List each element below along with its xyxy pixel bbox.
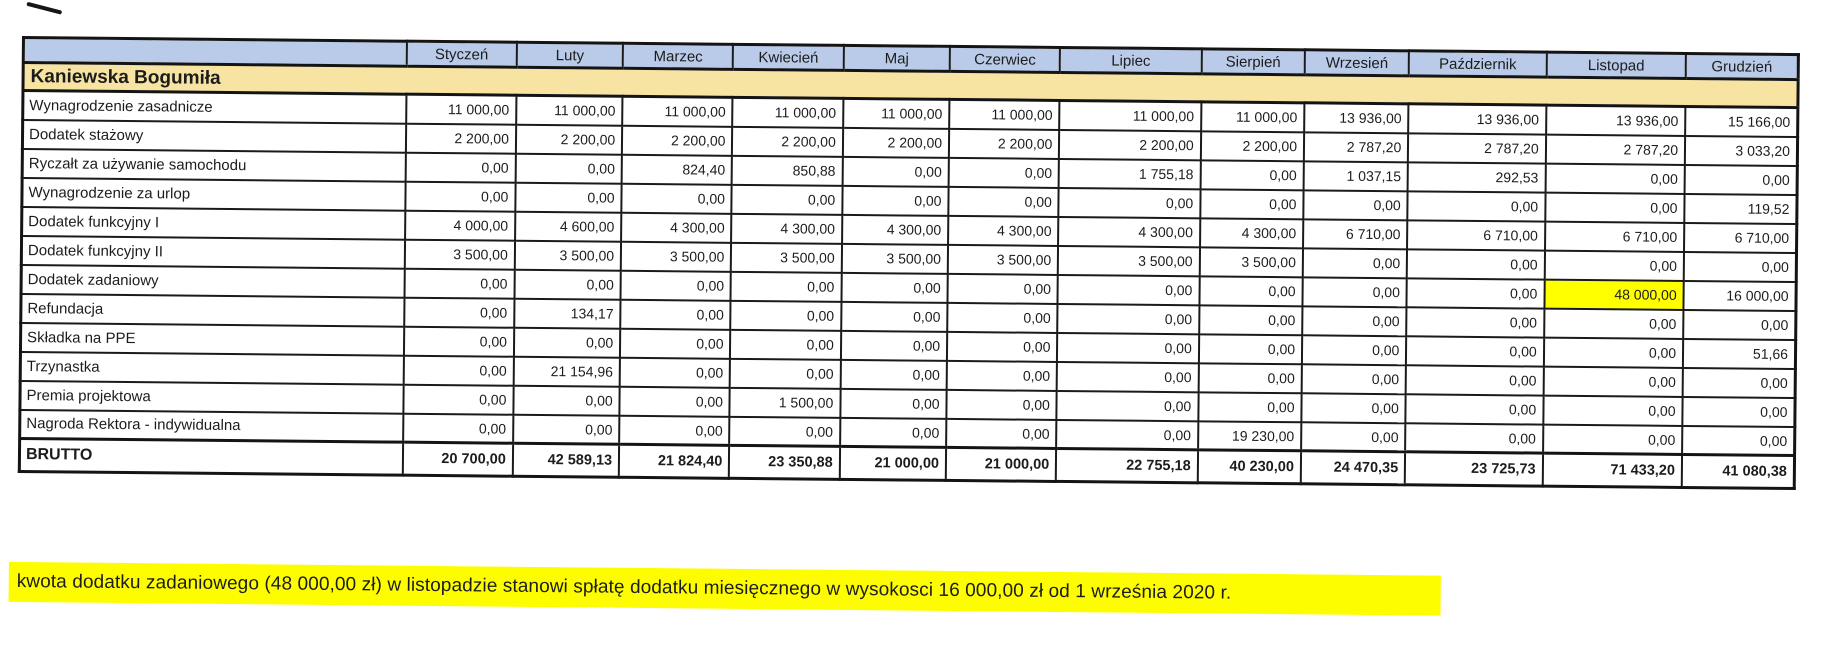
value-cell: 0,00 [947, 331, 1058, 361]
brutto-value-cell: 41 080,38 [1682, 454, 1795, 488]
value-cell: 0,00 [622, 183, 733, 213]
value-cell: 0,00 [1057, 332, 1199, 362]
value-cell: 0,00 [947, 360, 1058, 390]
value-cell: 0,00 [404, 326, 515, 356]
value-cell: 0,00 [1302, 306, 1407, 336]
value-cell: 0,00 [1200, 160, 1304, 190]
value-cell: 0,00 [1406, 336, 1544, 366]
value-cell: 11 000,00 [1060, 100, 1202, 130]
value-cell: 0,00 [1303, 248, 1408, 278]
month-header-11: Grudzień [1686, 53, 1799, 79]
value-cell: 0,00 [1543, 395, 1683, 425]
row-label: Nagroda Rektora - indywidualna [20, 409, 403, 442]
value-cell: 2 787,20 [1546, 134, 1686, 164]
value-cell: 0,00 [1543, 424, 1683, 454]
value-cell: 2 200,00 [1059, 129, 1201, 159]
value-cell: 0,00 [1543, 366, 1683, 396]
value-cell: 0,00 [842, 156, 949, 186]
row-label: Dodatek funkcyjny II [21, 236, 404, 269]
value-cell: 0,00 [1056, 419, 1198, 449]
value-cell: 6 710,00 [1407, 220, 1545, 250]
brutto-value-cell: 21 000,00 [946, 447, 1057, 481]
value-cell: 1 500,00 [730, 387, 841, 417]
value-cell: 4 300,00 [621, 212, 732, 242]
value-cell: 824,40 [622, 154, 733, 184]
value-cell: 119,52 [1684, 193, 1797, 223]
corner-cell [23, 38, 406, 67]
employee-name: Kaniewska Bogumiła [23, 63, 1798, 108]
value-cell: 2 200,00 [622, 125, 733, 155]
month-header-7: Sierpień [1201, 49, 1305, 75]
value-cell: 0,00 [949, 157, 1060, 187]
brutto-value-cell: 21 000,00 [840, 446, 947, 480]
month-header-2: Marzec [623, 43, 734, 69]
row-label: Dodatek funkcyjny I [22, 207, 405, 240]
value-cell: 0,00 [732, 184, 843, 214]
value-cell: 0,00 [1406, 365, 1544, 395]
value-cell: 0,00 [1302, 364, 1407, 394]
value-cell: 0,00 [1545, 163, 1685, 193]
month-header-1: Luty [517, 42, 624, 68]
value-cell: 0,00 [948, 273, 1059, 303]
row-label: Wynagrodzenie zasadnicze [23, 91, 406, 124]
value-cell: 0,00 [1408, 191, 1546, 221]
brutto-value-cell: 24 470,35 [1301, 451, 1406, 485]
value-cell: 0,00 [840, 417, 947, 447]
value-cell: 2 200,00 [405, 123, 516, 153]
value-cell: 0,00 [620, 357, 731, 387]
value-cell: 0,00 [1301, 422, 1406, 452]
value-cell: 13 936,00 [1546, 105, 1686, 135]
value-cell: 0,00 [514, 269, 621, 299]
brutto-value-cell: 42 589,13 [513, 443, 620, 477]
value-cell: 0,00 [1407, 278, 1545, 308]
value-cell: 0,00 [1057, 361, 1199, 391]
row-label: Refundacja [21, 294, 404, 327]
value-cell: 0,00 [1406, 394, 1544, 424]
value-cell: 13 936,00 [1304, 103, 1409, 133]
month-header-5: Czerwiec [950, 46, 1061, 72]
payroll-table [18, 36, 1800, 490]
month-header-3: Kwiecień [733, 44, 844, 70]
value-cell: 0,00 [619, 415, 730, 445]
value-cell: 0,00 [1058, 274, 1200, 304]
value-cell: 0,00 [841, 301, 948, 331]
value-cell: 13 936,00 [1408, 104, 1546, 134]
brutto-label: BRUTTO [19, 438, 402, 475]
value-cell: 0,00 [513, 385, 620, 415]
value-cell: 3 500,00 [842, 243, 949, 273]
value-cell: 0,00 [947, 302, 1058, 332]
value-cell: 0,00 [1684, 251, 1797, 281]
value-cell: 0,00 [404, 268, 515, 298]
value-cell: 134,17 [514, 298, 621, 328]
value-cell: 4 600,00 [515, 211, 622, 241]
value-cell: 0,00 [1199, 305, 1303, 335]
brutto-value-cell: 40 230,00 [1198, 450, 1302, 484]
value-cell: 0,00 [1682, 425, 1795, 455]
value-cell: 11 000,00 [406, 94, 517, 124]
value-cell: 4 000,00 [405, 210, 516, 240]
value-cell: 6 710,00 [1684, 222, 1797, 252]
value-cell: 0,00 [1302, 335, 1407, 365]
value-cell: 0,00 [403, 355, 514, 385]
value-cell: 11 000,00 [733, 97, 844, 127]
row-label: Dodatek zadaniowy [21, 265, 404, 298]
row-label: Trzynastka [20, 351, 403, 384]
value-cell: 6 710,00 [1303, 219, 1408, 249]
brutto-value-cell: 71 433,20 [1542, 453, 1682, 487]
value-cell: 16 000,00 [1684, 280, 1797, 310]
month-header-10: Listopad [1546, 52, 1686, 78]
value-cell: 3 500,00 [731, 242, 842, 272]
row-label: Dodatek stażowy [22, 120, 405, 153]
value-cell: 0,00 [515, 182, 622, 212]
value-cell: 0,00 [841, 272, 948, 302]
month-header-6: Lipiec [1060, 47, 1202, 73]
value-cell: 3 500,00 [1200, 247, 1304, 277]
month-header-0: Styczeń [406, 41, 517, 67]
brutto-value-cell: 21 824,40 [619, 444, 730, 478]
value-cell: 0,00 [1683, 367, 1796, 397]
value-cell: 15 166,00 [1685, 106, 1798, 136]
value-cell: 11 000,00 [516, 95, 623, 125]
value-cell: 0,00 [1545, 192, 1685, 222]
value-cell: 0,00 [620, 328, 731, 358]
value-cell: 2 787,20 [1408, 133, 1546, 163]
value-cell: 0,00 [731, 271, 842, 301]
value-cell: 0,00 [404, 297, 515, 327]
value-cell: 0,00 [840, 388, 947, 418]
value-cell: 0,00 [946, 389, 1057, 419]
value-cell: 0,00 [405, 152, 516, 182]
value-cell: 850,88 [732, 155, 843, 185]
value-cell: 0,00 [1544, 308, 1684, 338]
value-cell: 0,00 [842, 185, 949, 215]
value-cell: 0,00 [1683, 309, 1796, 339]
value-cell: 0,00 [620, 386, 731, 416]
value-cell: 0,00 [621, 270, 732, 300]
value-cell: 3 500,00 [515, 240, 622, 270]
value-cell: 0,00 [946, 418, 1057, 448]
value-cell: 11 000,00 [843, 98, 950, 128]
value-cell: 0,00 [730, 358, 841, 388]
value-cell: 4 300,00 [842, 214, 949, 244]
value-cell: 0,00 [1057, 390, 1199, 420]
value-cell: 4 300,00 [732, 213, 843, 243]
value-cell: 2 200,00 [1201, 131, 1305, 161]
scan-artifact-mark [26, 2, 62, 15]
value-cell: 2 787,20 [1304, 132, 1409, 162]
value-cell: 0,00 [1405, 423, 1543, 453]
value-cell: 2 200,00 [843, 127, 950, 157]
value-cell: 0,00 [731, 300, 842, 330]
value-cell: 2 200,00 [949, 128, 1060, 158]
value-cell: 19 230,00 [1198, 421, 1302, 451]
value-cell: 0,00 [1407, 249, 1545, 279]
value-cell: 0,00 [841, 330, 948, 360]
value-cell: 11 000,00 [1201, 102, 1305, 132]
value-cell: 1 037,15 [1304, 161, 1409, 191]
value-cell: 11 000,00 [622, 96, 733, 126]
value-cell: 4 300,00 [1058, 216, 1200, 246]
value-cell: 1 755,18 [1059, 158, 1201, 188]
value-cell: 3 500,00 [948, 244, 1059, 274]
value-cell: 0,00 [730, 329, 841, 359]
value-cell: 51,66 [1683, 338, 1796, 368]
value-cell: 3 500,00 [404, 239, 515, 269]
value-cell: 11 000,00 [949, 99, 1060, 129]
value-cell: 0,00 [403, 413, 514, 443]
value-cell: 0,00 [1303, 277, 1408, 307]
month-header-8: Wrzesień [1305, 50, 1410, 76]
value-cell: 0,00 [1058, 303, 1200, 333]
brutto-value-cell: 23 725,73 [1405, 452, 1543, 486]
value-cell: 0,00 [1303, 190, 1408, 220]
brutto-value-cell: 22 755,18 [1056, 448, 1198, 482]
value-cell: 2 200,00 [516, 124, 623, 154]
value-cell: 0,00 [1544, 337, 1684, 367]
value-cell: 0,00 [730, 416, 841, 446]
value-cell: 0,00 [1059, 187, 1201, 217]
value-cell: 0,00 [1544, 250, 1684, 280]
value-cell: 3 033,20 [1685, 135, 1798, 165]
footnote-highlight-bar [9, 562, 1441, 616]
value-cell: 0,00 [1685, 164, 1798, 194]
highlighted-value-cell: 48 000,00 [1544, 279, 1684, 309]
value-cell: 0,00 [620, 299, 731, 329]
value-cell: 0,00 [948, 186, 1059, 216]
value-cell: 0,00 [1199, 276, 1303, 306]
value-cell: 0,00 [840, 359, 947, 389]
value-cell: 6 710,00 [1545, 221, 1685, 251]
month-header-4: Maj [843, 45, 950, 71]
value-cell: 4 300,00 [948, 215, 1059, 245]
value-cell: 0,00 [1200, 189, 1304, 219]
value-cell: 2 200,00 [732, 126, 843, 156]
row-label: Ryczałt za używanie samochodu [22, 149, 405, 182]
row-label: Wynagrodzenie za urlop [22, 178, 405, 211]
value-cell: 0,00 [1198, 363, 1302, 393]
value-cell: 0,00 [1682, 396, 1795, 426]
brutto-value-cell: 23 350,88 [729, 445, 840, 479]
brutto-value-cell: 20 700,00 [402, 442, 513, 476]
row-label: Premia projektowa [20, 380, 403, 413]
value-cell: 292,53 [1408, 162, 1546, 192]
value-cell: 0,00 [515, 153, 622, 183]
value-cell: 3 500,00 [621, 241, 732, 271]
value-cell: 0,00 [513, 414, 620, 444]
value-cell: 0,00 [1198, 392, 1302, 422]
value-cell: 0,00 [514, 327, 621, 357]
value-cell: 0,00 [405, 181, 516, 211]
month-header-9: Październik [1409, 51, 1547, 77]
value-cell: 0,00 [403, 384, 514, 414]
value-cell: 0,00 [1406, 307, 1544, 337]
value-cell: 21 154,96 [514, 356, 621, 386]
value-cell: 4 300,00 [1200, 218, 1304, 248]
value-cell: 0,00 [1199, 334, 1303, 364]
footnote-text: kwota dodatku zadaniowego (48 000,00 zł) w listopadzie stanowi spłatę dodatku miesięcznego w wysokosci 16 000,00 zł od 1 września 2020 r. [16, 570, 1232, 604]
row-label: Składka na PPE [20, 323, 403, 356]
value-cell: 3 500,00 [1058, 245, 1200, 275]
value-cell: 0,00 [1301, 393, 1406, 423]
